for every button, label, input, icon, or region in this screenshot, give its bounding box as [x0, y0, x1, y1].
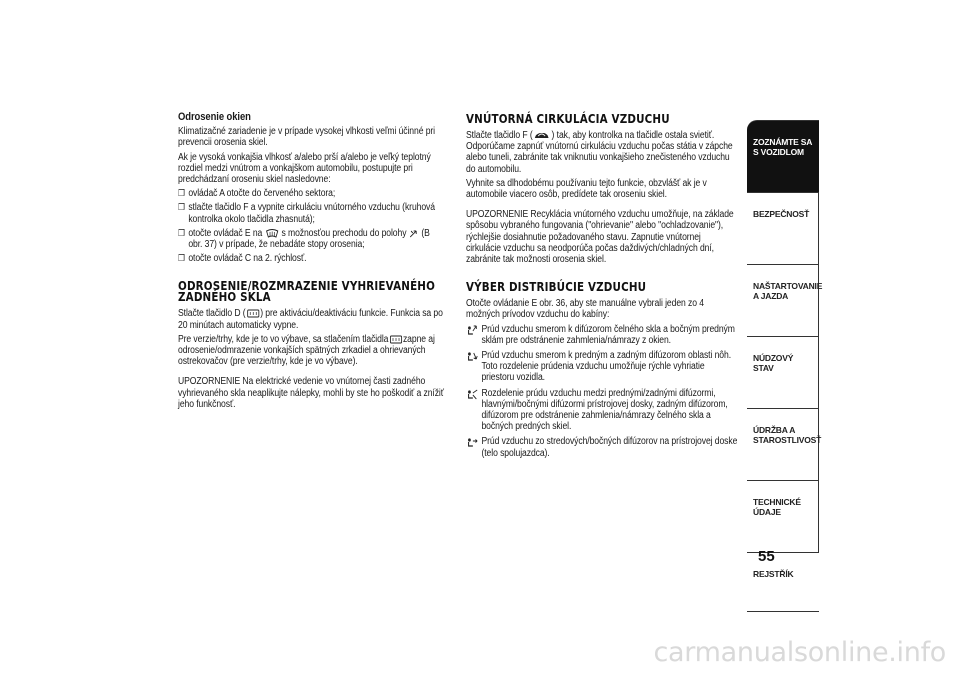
car-recirculation-icon [533, 131, 550, 140]
list-item: Rozdelenie prúdu vzduchu medzi prednými/zadnými difúzormi, hlavnými/bočnými difúzormi prístrojovej dosky, zadným difúzorom, difúzorom pre odstránenie zahmlenia/námrazy čelného skla a bočných predných skiel. [466, 388, 737, 433]
paragraph: Vyhnite sa dlhodobému používaniu tejto funkcie, obzvlášť ak je v automobile viacero osôb, predídete tak oroseniu skiel. [466, 177, 707, 201]
left-column [178, 112, 446, 413]
paragraph: Pre verzie/trhy, kde je to vo výbave, sa stlačením tlačidla zapne aj odrosenie/odmrazenie vonkajších spätných zrkadiel a ohrievaných ostrekovačov (pre verzie/trhy, kde je vo výbave). [178, 333, 435, 368]
paragraph: Stlačte tlačidlo F ( ) tak, aby kontrolka na tlačidle ostala svietiť. Odporúčame zapnúť vnútornú cirkuláciu vzduchu počas státia v zápche alebo tuneli, zabránite tak vniknutiu vonkajšieho znečisteného vzduchu do automobilu. [466, 130, 733, 175]
rear-defrost-icon [389, 335, 402, 344]
paragraph-warning: UPOZORNENIE Na elektrické vedenie vo vnútornej časti zadného vyhrievaného skla neaplikujte nálepky, mohli by ste ho poškodiť a znížiť jeho funkčnosť. [178, 376, 444, 410]
paragraph: Otočte ovládanie E obr. 36, aby ste manuálne vybrali jeden zo 4 možných prívodov vzduchu do kabíny: [466, 298, 704, 321]
checkbox-bullet-icon: ❒ [178, 188, 185, 199]
air-flow-feet-icon [410, 229, 419, 238]
rear-defrost-icon [246, 309, 259, 318]
section-title-rear-window: ODROSENIE/ROZMRAZENIE VYHRIEVANÉHO ZADNÉHO SKLA [178, 279, 436, 305]
checkbox-bullet-icon: ❒ [178, 227, 185, 238]
air-flow-bilevel-icon [466, 389, 478, 400]
section-title-air-distribution: VÝBER DISTRIBÚCIE VZDUCHU [466, 280, 647, 295]
checkbox-bullet-icon: ❒ [178, 202, 185, 213]
section-title-recirculation: VNÚTORNÁ CIRKULÁCIA VZDUCHU [466, 112, 670, 126]
tab-maintenance[interactable]: ÚDRŽBA A STAROSTLIVOSŤ [747, 408, 819, 480]
paragraph: Stlačte tlačidlo D ( ) pre aktiváciu/deaktiváciu funkcie. Funkcia sa po 20 minútach automaticky vypne. [178, 308, 443, 331]
tab-technical-data[interactable]: TECHNICKÉ ÚDAJE [747, 480, 819, 552]
watermark: carmanualsonline.info [653, 637, 946, 668]
air-flow-feet-icon [466, 351, 478, 362]
right-column [466, 114, 738, 463]
sidebar-tabs [747, 120, 823, 612]
paragraph-warning: UPOZORNENIE Recyklácia vnútorného vzduchu umožňuje, na základe spôsobu vybraného fungovania ("ohrievanie" alebo "ochladzovanie"), rýchlejšie dosiahnutie požadovaného stavu. Zapnutie vnútornej cirkulácie vzduchu sa neodporúča počas daždivých/chladných dní, zabránite tak možnosti orosenia skiel. [466, 209, 734, 266]
windshield-defrost-icon [265, 229, 278, 238]
list-item: ❒ stlačte tlačidlo F a vypnite cirkuláciu vnútorného vzduchu (kruhová kontrolka okolo tlačidla zhasnutá); [178, 202, 435, 225]
list-item: ❒ ovládač A otočte do červeného sektora; [178, 188, 336, 200]
list-item: ❒ otočte ovládač C na 2. rýchlosť. [178, 253, 307, 265]
paragraph: Ak je vysoká vonkajšia vlhkosť a/alebo prší a/alebo je veľký teplotný rozdiel medzi vnútrom a vonkajškom automobilu, postupujte pri predchádzaní oroseniu skiel nasledovne: [178, 151, 431, 186]
tab-safety[interactable]: BEZPEČNOSŤ [747, 192, 819, 264]
list-item: Prúd vzduchu smerom k predným a zadným difúzorom oblasti nôh. Toto rozdelenie prúdenia vzduchu umožňuje rýchle vyhriatie priestoru vozidla. [466, 350, 737, 384]
tab-emergency[interactable]: NÚDZOVÝ STAV [747, 336, 819, 408]
air-flow-windshield-icon [466, 325, 478, 336]
air-flow-face-icon [466, 437, 478, 448]
tab-vehicle[interactable]: ZOZNÁMTE SA S VOZIDLOM [747, 120, 819, 192]
paragraph: Klimatizačné zariadenie je v prípade vysokej vlhkosti veľmi účinné pri prevencii orosenia skiel. [178, 126, 436, 149]
checkbox-bullet-icon: ❒ [178, 253, 185, 264]
list-item: Prúd vzduchu zo stredových/bočných difúzorov na prístrojovej doske (telo spolujazdca). [466, 436, 737, 458]
tab-index[interactable]: REJSTŘÍK [747, 552, 819, 612]
page-number: 55 [758, 548, 775, 565]
tab-starting-driving[interactable]: NAŠTARTOVANIE A JAZDA [747, 264, 819, 336]
section-title-defogging: Odrosenie okien [178, 111, 251, 123]
list-item: ❒ otočte ovládač E na s možnosťou prechodu do polohy (B obr. 37) v prípade, že nebadáte stopy orosenia; [178, 227, 430, 251]
list-item: Prúd vzduchu smerom k difúzorom čelného skla a bočným predným sklám pre odstránenie zahmlenia/námrazy z okien. [466, 324, 737, 346]
